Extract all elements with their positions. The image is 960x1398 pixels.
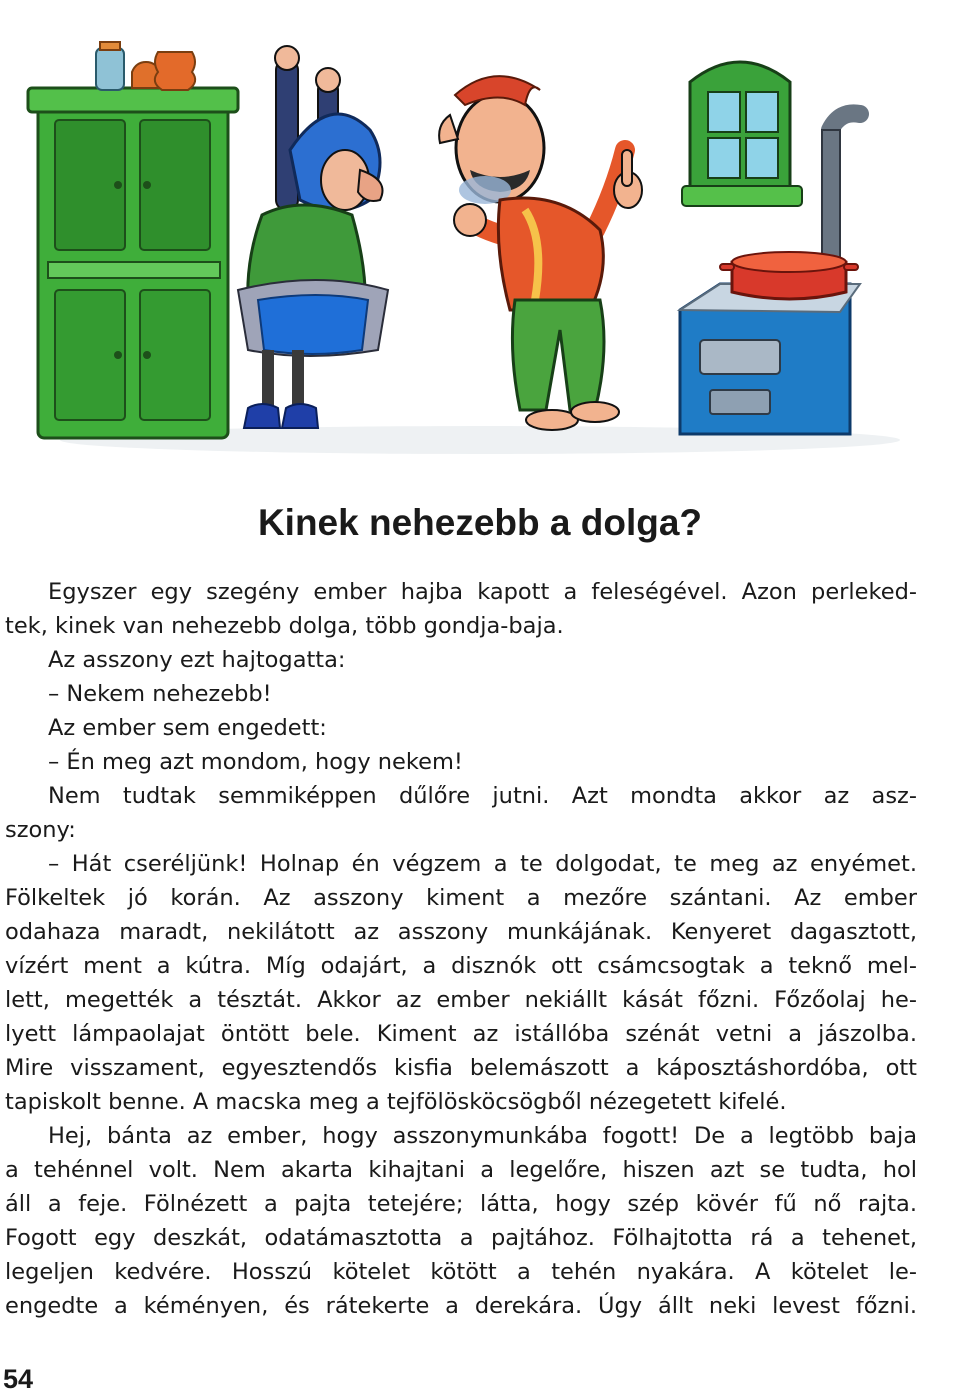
story-line: Az ember sem engedett: [48, 715, 327, 741]
story-line: legeljen kedvére. Hosszú kötelet kötött a tehén nyakára. A kötelet le- [5, 1259, 917, 1285]
jars-icon [96, 42, 195, 90]
story-line: Egyszer egy szegény ember hajba kapott a feleségével. Azon perleked- [48, 579, 917, 605]
story-line: Mire visszament, egyesztendős kisfia belemászott a káposztáshordóba, ott [5, 1055, 917, 1081]
story-line: tapiskolt benne. A macska meg a tejfölösköcsögből nézegetett kifelé. [5, 1089, 787, 1115]
angry-man-icon [439, 76, 642, 430]
story-line: vízért ment a kútra. Míg odajárt, a disznók ott csámcsogtak a teknő mel- [5, 953, 917, 979]
story-line: Fölkeltek jó korán. Az asszony kiment a mezőre szántani. Az ember [5, 885, 917, 911]
story-line: tek, kinek van nehezebb dolga, több gondja-baja. [5, 613, 564, 639]
story-text [5, 575, 917, 1323]
story-line: lyett lámpaolajat öntött bele. Kiment az istállóba szénát vetni a jászolba. [5, 1021, 917, 1047]
story-line: Hej, bánta az ember, hogy asszonymunkába fogott! De a legtöbb baja [48, 1123, 917, 1149]
kitchen-quarrel-illustration [0, 0, 960, 470]
red-pot-icon [720, 252, 858, 299]
story-title: Kinek nehezebb a dolga? [257, 502, 703, 543]
story-line: szony: [5, 817, 76, 843]
old-woman-icon [238, 46, 388, 428]
story-line: lett, megették a tésztát. Akkor az ember nekiállt kását főzni. Főzőolaj he- [5, 987, 917, 1013]
green-cupboard-icon [28, 88, 238, 438]
story-line: – Én meg azt mondom, hogy nekem! [48, 749, 463, 775]
story-line: Nem tudtak semmiképpen dűlőre jutni. Azt mondta akkor az asz- [48, 783, 917, 809]
window-icon [682, 62, 802, 206]
story-line: engedte a kéményen, és rátekerte a derekára. Úgy állt neki levest főzni. [5, 1293, 917, 1319]
story-line: Az asszony ezt hajtogatta: [48, 647, 346, 673]
story-line: áll a feje. Fölnézett a pajta tetejére; látta, hogy szép kövér fű nő rajta. [5, 1191, 917, 1217]
page-number: 54 [3, 1364, 34, 1394]
story-line: a tehénnel volt. Nem akarta kihajtani a legelőre, hiszen azt se tudta, hol [5, 1157, 917, 1183]
story-line: odahaza maradt, nekilátott az asszony munkájának. Kenyeret dagasztott, [5, 919, 917, 945]
story-line: – Hát cseréljünk! Holnap én végzem a te dolgodat, te meg az enyémet. [48, 851, 917, 877]
story-line: Fogott egy deszkát, odatámasztotta a pajtához. Fölhajtotta rá a tehenet, [5, 1225, 917, 1251]
story-line: – Nekem nehezebb! [48, 681, 272, 707]
stove-icon [680, 284, 860, 434]
